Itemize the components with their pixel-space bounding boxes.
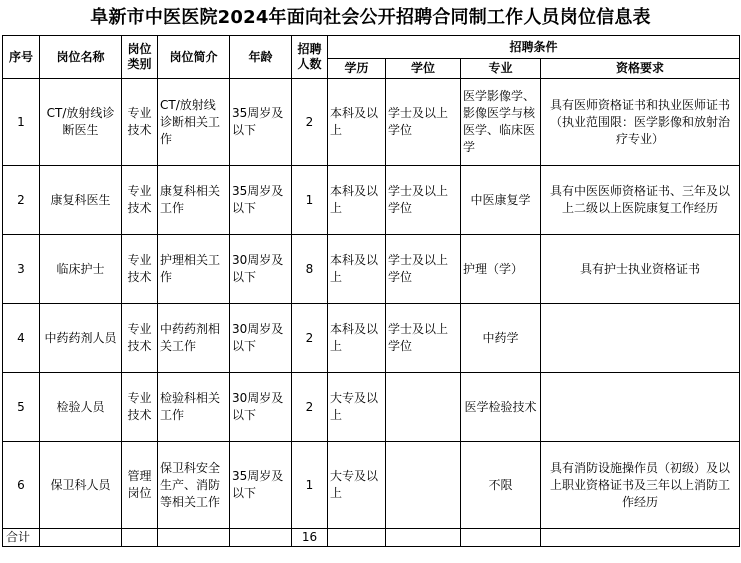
header-conditions: 招聘条件 xyxy=(328,36,740,59)
cell-qualification xyxy=(541,373,740,442)
cell-degree xyxy=(386,373,461,442)
cell-post-type: 专业技术 xyxy=(122,373,158,442)
cell-age: 35周岁及以下 xyxy=(230,79,292,166)
empty-cell xyxy=(40,529,122,547)
cell-post-name: 临床护士 xyxy=(40,235,122,304)
empty-cell xyxy=(230,529,292,547)
cell-age: 30周岁及以下 xyxy=(230,373,292,442)
total-count: 16 xyxy=(292,529,328,547)
cell-count: 2 xyxy=(292,373,328,442)
cell-count: 2 xyxy=(292,304,328,373)
cell-age: 30周岁及以下 xyxy=(230,304,292,373)
cell-degree: 学士及以上学位 xyxy=(386,235,461,304)
table-row xyxy=(3,235,740,304)
cell-major: 护理（学） xyxy=(461,235,541,304)
table-row xyxy=(3,304,740,373)
empty-cell xyxy=(386,529,461,547)
cell-seq: 4 xyxy=(3,304,40,373)
cell-post-intro: 中药药剂相关工作 xyxy=(158,304,230,373)
cell-seq: 1 xyxy=(3,79,40,166)
cell-post-name: 检验人员 xyxy=(40,373,122,442)
cell-major: 医学影像学、影像医学与核医学、临床医学 xyxy=(461,79,541,166)
cell-post-name: CT/放射线诊断医生 xyxy=(40,79,122,166)
cell-seq: 5 xyxy=(3,373,40,442)
table-row xyxy=(3,166,740,235)
cell-post-name: 中药药剂人员 xyxy=(40,304,122,373)
cell-education: 大专及以上 xyxy=(328,442,386,529)
cell-seq: 6 xyxy=(3,442,40,529)
cell-count: 2 xyxy=(292,79,328,166)
cell-degree xyxy=(386,442,461,529)
cell-degree: 学士及以上学位 xyxy=(386,166,461,235)
cell-degree: 学士及以上学位 xyxy=(386,79,461,166)
cell-qualification: 具有护士执业资格证书 xyxy=(541,235,740,304)
cell-qualification: 具有消防设施操作员（初级）及以上职业资格证书及三年以上消防工作经历 xyxy=(541,442,740,529)
cell-major: 医学检验技术 xyxy=(461,373,541,442)
cell-post-type: 专业技术 xyxy=(122,304,158,373)
cell-post-type: 专业技术 xyxy=(122,235,158,304)
empty-cell xyxy=(122,529,158,547)
cell-post-name: 康复科医生 xyxy=(40,166,122,235)
table-row xyxy=(3,79,740,166)
cell-count: 1 xyxy=(292,442,328,529)
cell-post-intro: 保卫科安全生产、消防等相关工作 xyxy=(158,442,230,529)
header-row-1 xyxy=(3,36,740,59)
cell-qualification: 具有中医医师资格证书、三年及以上二级以上医院康复工作经历 xyxy=(541,166,740,235)
cell-age: 35周岁及以下 xyxy=(230,442,292,529)
total-row xyxy=(3,529,740,547)
cell-education: 本科及以上 xyxy=(328,304,386,373)
document-title: 阜新市中医医院2024年面向社会公开招聘合同制工作人员岗位信息表 xyxy=(90,7,651,28)
cell-count: 1 xyxy=(292,166,328,235)
cell-education: 本科及以上 xyxy=(328,166,386,235)
total-label: 合计 xyxy=(3,529,40,547)
header-qualification: 资格要求 xyxy=(541,59,740,79)
cell-count: 8 xyxy=(292,235,328,304)
header-post-intro: 岗位简介 xyxy=(158,36,230,79)
cell-degree: 学士及以上学位 xyxy=(386,304,461,373)
cell-post-name: 保卫科人员 xyxy=(40,442,122,529)
header-age: 年龄 xyxy=(230,36,292,79)
cell-age: 30周岁及以下 xyxy=(230,235,292,304)
cell-major: 不限 xyxy=(461,442,541,529)
cell-post-intro: 检验科相关工作 xyxy=(158,373,230,442)
cell-major: 中医康复学 xyxy=(461,166,541,235)
cell-education: 本科及以上 xyxy=(328,235,386,304)
cell-post-type: 专业技术 xyxy=(122,166,158,235)
cell-qualification: 具有医师资格证书和执业医师证书（执业范围限：医学影像和放射治疗专业） xyxy=(541,79,740,166)
cell-education: 本科及以上 xyxy=(328,79,386,166)
header-seq: 序号 xyxy=(3,36,40,79)
empty-cell xyxy=(158,529,230,547)
cell-post-intro: CT/放射线诊断相关工作 xyxy=(158,79,230,166)
table-row xyxy=(3,442,740,529)
cell-age: 35周岁及以下 xyxy=(230,166,292,235)
table-row xyxy=(3,373,740,442)
header-degree: 学位 xyxy=(386,59,461,79)
header-post-name: 岗位名称 xyxy=(40,36,122,79)
header-post-type: 岗位类别 xyxy=(122,36,158,79)
cell-education: 大专及以上 xyxy=(328,373,386,442)
cell-post-type: 专业技术 xyxy=(122,79,158,166)
cell-seq: 2 xyxy=(3,166,40,235)
header-education: 学历 xyxy=(328,59,386,79)
empty-cell xyxy=(541,529,740,547)
cell-qualification xyxy=(541,304,740,373)
cell-major: 中药学 xyxy=(461,304,541,373)
recruitment-table xyxy=(2,35,740,547)
cell-post-type: 管理岗位 xyxy=(122,442,158,529)
cell-post-intro: 康复科相关工作 xyxy=(158,166,230,235)
empty-cell xyxy=(328,529,386,547)
cell-seq: 3 xyxy=(3,235,40,304)
header-count: 招聘人数 xyxy=(292,36,328,79)
empty-cell xyxy=(461,529,541,547)
header-major: 专业 xyxy=(461,59,541,79)
cell-post-intro: 护理相关工作 xyxy=(158,235,230,304)
